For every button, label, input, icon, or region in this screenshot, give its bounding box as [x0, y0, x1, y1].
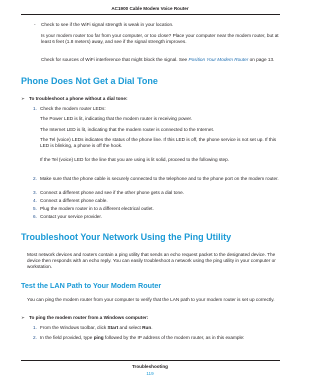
footer-divider: [21, 360, 280, 361]
page-header-title: AC1900 Cable Modem Voice Router: [111, 6, 189, 11]
dial-tone-heading: Phone Does Not Get a Dial Tone: [21, 76, 158, 86]
dial-tone-task-label: To troubleshoot a phone without a dial tone:: [28, 96, 128, 101]
footer-page-number: 119: [146, 371, 154, 376]
footer-section-title: Troubleshooting: [132, 364, 168, 369]
step-number: 6.: [33, 214, 37, 219]
step-number: 4.: [33, 198, 37, 203]
step-number: 1.: [33, 106, 37, 111]
ping-intro-paragraph: Most network devices and routers contain a ping utility that sends an echo request packet to the designated device. The device then responds with an echo reply. You can easily troubleshoot a network using the ping utility in your computer or workstation.: [27, 252, 276, 270]
ping-task-label: To ping the modem router from a Windows computer:: [28, 315, 149, 320]
wifi-interference-paragraph: [41, 57, 279, 63]
ping-step-1-text: From the Windows toolbar, click: [40, 325, 108, 330]
lan-path-intro: You can ping the modem router from your computer to verify that the LAN path to your modem router is set up correctly.: [27, 297, 275, 302]
ping-heading: Troubleshoot Your Network Using the Ping Utility: [21, 232, 232, 242]
dial-tone-task: [21, 96, 128, 102]
step-text: Make sure that the phone cable is securely connected to the telephone and to the phone port on the modem router.: [40, 176, 279, 181]
ping-task: [21, 315, 148, 321]
ping-step-1-end: .: [151, 325, 153, 330]
step-text: Connect a different phone cable.: [40, 198, 108, 203]
ping-step-1: [40, 325, 280, 331]
ping-step-2-end: followed by the IP address of the modem router, as in this example:: [103, 335, 245, 340]
wifi-distance-paragraph: Is your modem router too far from your computer, or too close? Place your computer near the modem router, but at least 6 feet (1.8 meters) away, and see if the signal strength improves.: [41, 33, 279, 45]
step-number: 3.: [33, 190, 37, 195]
ping-keyword: ping: [93, 335, 104, 340]
step-text: Connect a different phone and see if the other phone gets a dial tone.: [40, 190, 185, 195]
step-number: 2.: [33, 176, 37, 181]
led-internet-text: The Internet LED is lit, indicating that the modem router is connected to the Internet.: [40, 127, 215, 132]
run-keyword: Run: [142, 325, 152, 330]
step-text: Plug the modem router in to a different electrical outlet.: [40, 206, 154, 211]
arrow-bullet-icon: ➢: [21, 96, 25, 101]
step-number: 5.: [33, 206, 37, 211]
wifi-interference-text: Check for sources of WiFi interference that might block the signal. See: [41, 57, 189, 62]
start-keyword: Start: [107, 325, 119, 330]
arrow-bullet-icon: ➢: [21, 315, 25, 320]
led-tel-solid-text: If the Tel (voice) LED for the line that you are using is lit solid, proceed to the following step.: [40, 157, 230, 162]
ping-step-1-mid: and select: [118, 325, 143, 330]
step-number: 1.: [33, 325, 37, 330]
position-router-link[interactable]: Position Your Modem Router: [188, 57, 249, 62]
header-divider: [21, 14, 280, 15]
led-power-text: The Power LED is lit, indicating that the modem router is receiving power.: [40, 116, 193, 121]
step-number: 2.: [33, 335, 37, 340]
step-text: Check the modem router LEDs:: [40, 106, 106, 111]
wifi-check-line: Check to see if the WiFi signal strength is weak in your location.: [41, 22, 174, 27]
ping-step-2-text: In the field provided, type: [40, 335, 94, 340]
ping-step-2: [40, 335, 280, 341]
bullet-dash: -: [34, 22, 36, 27]
lan-path-subheading: Test the LAN Path to Your Modem Router: [21, 281, 162, 290]
wifi-interference-page-ref: on page 13.: [248, 57, 275, 62]
step-text: Contact your service provider.: [40, 214, 103, 219]
led-tel-text: The Tel (voice) LEDs indicates the status of the phone line. If this LED is off, the phone service is not set up. If this LED is blinking, a phone is off the hook.: [40, 137, 277, 149]
